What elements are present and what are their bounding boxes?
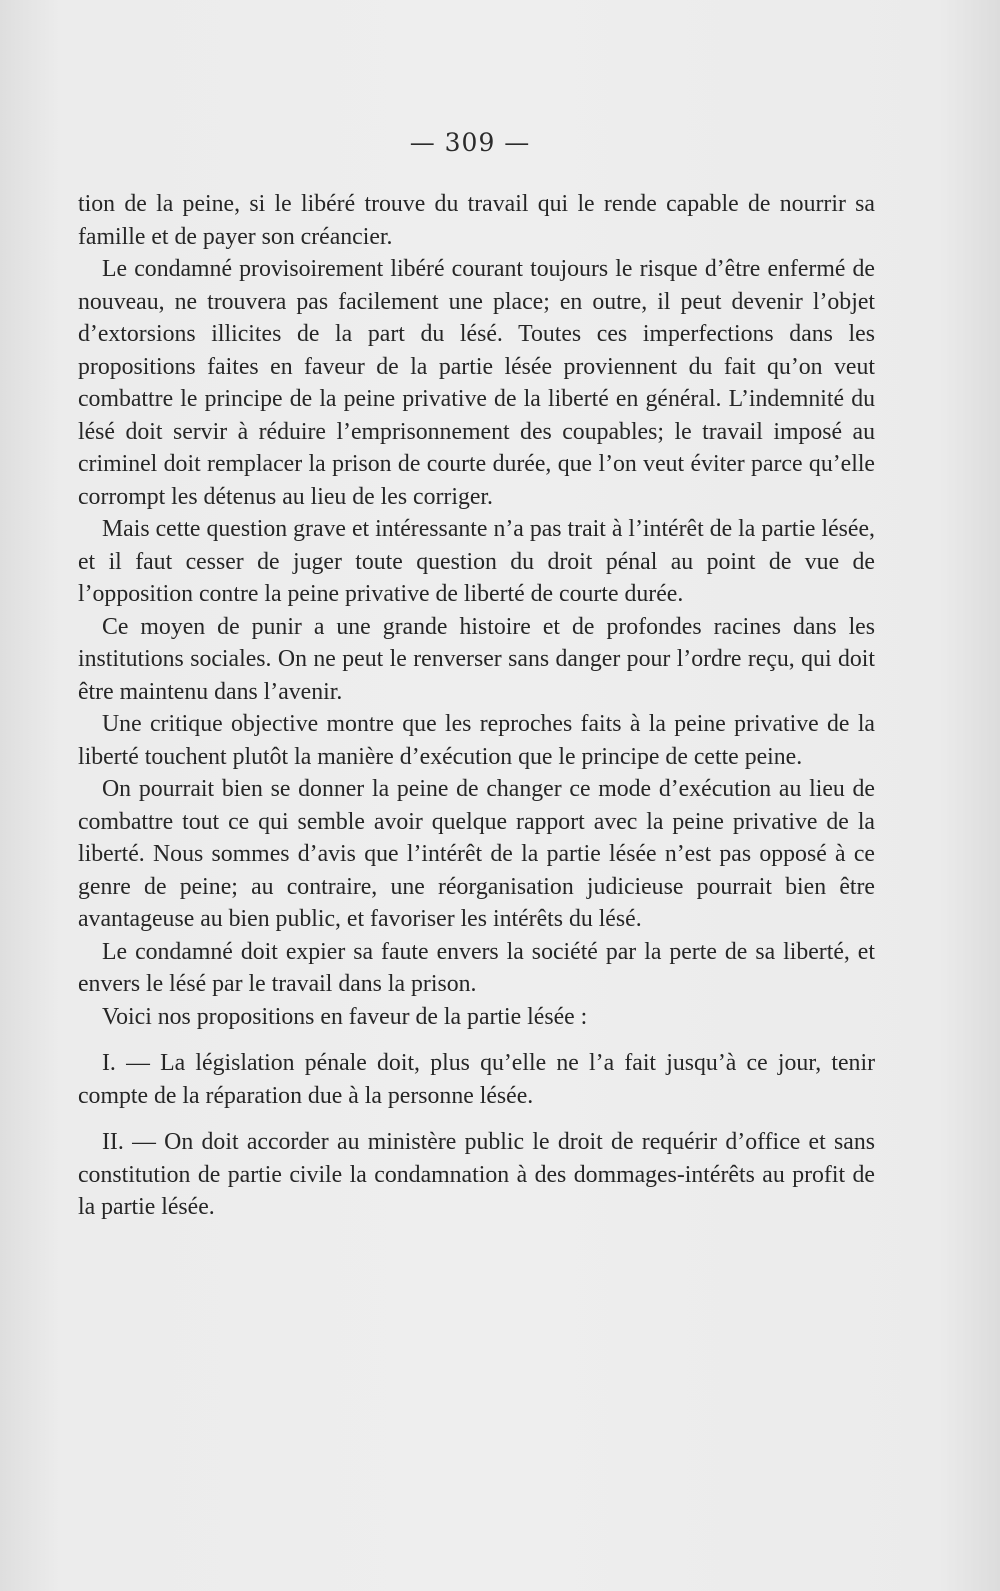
proposal-2: II. — On doit accorder au ministère public le droit de requérir d’office et sans constitution de partie civile la condamnation à des dommages-intérêts au profit de la partie lésée. xyxy=(78,1129,875,1220)
paragraph: Le condamné provisoirement libéré courant toujours le risque d’être enfermé de nouveau, ne trouvera pas facilement une place; en outre, il peut devenir l’objet d’extorsions illicites de la part du lésé. Toutes ces imperfections dans les propositions faites en faveur de la partie lésée proviennent du fait qu’on veut combattre le principe de la peine privative de la liberté en général. L’indemnité du lésé doit servir à réduire l’emprisonnement des coupables; le travail imposé au criminel doit remplacer la prison de courte durée, que l’on veut éviter parce qu’elle corrompt les détenus au lieu de les corriger. xyxy=(78,256,875,510)
page-number: — 309 — xyxy=(409,128,531,157)
paragraph: Mais cette question grave et intéressante n’a pas trait à l’intérêt de la partie lésée, et il faut cesser de juger toute question du droit pénal au point de vue de l’opposition contre la peine privative de liberté de courte durée. xyxy=(78,516,875,607)
paragraph: Une critique objective montre que les reproches faits à la peine privative de la liberté touchent plutôt la manière d’exécution que le principe de cette peine. xyxy=(78,711,875,770)
paragraph: Ce moyen de punir a une grande histoire et de profondes racines dans les institutions sociales. On ne peut le renverser sans danger pour l’ordre reçu, qui doit être maintenu dans l’avenir. xyxy=(78,613,875,705)
paragraph: tion de la peine, si le libéré trouve du travail qui le rende capable de nourrir sa famille et de payer son créancier. xyxy=(78,191,875,250)
proposal-1: I. — La législation pénale doit, plus qu’elle ne l’a fait jusqu’à ce jour, tenir compte de la réparation due à la personne lésée. xyxy=(78,1050,875,1109)
paragraph: On pourrait bien se donner la peine de changer ce mode d’exécution au lieu de combattre tout ce qui semble avoir quelque rapport avec la peine privative de la liberté. Nous sommes d’avis que l’intérêt de la partie lésée n’est pas opposé à ce genre de peine; au contraire, une réorganisation judicieuse pourrait bien être avantageuse au bien public, et favoriser les intérêts du lésé. xyxy=(78,776,875,932)
paragraph: Voici nos propositions en faveur de la partie lésée : xyxy=(102,1003,588,1030)
body-text xyxy=(78,188,875,1224)
paragraph: Le condamné doit expier sa faute envers la société par la perte de sa liberté, et envers le lésé par le travail dans la prison. xyxy=(78,938,875,997)
